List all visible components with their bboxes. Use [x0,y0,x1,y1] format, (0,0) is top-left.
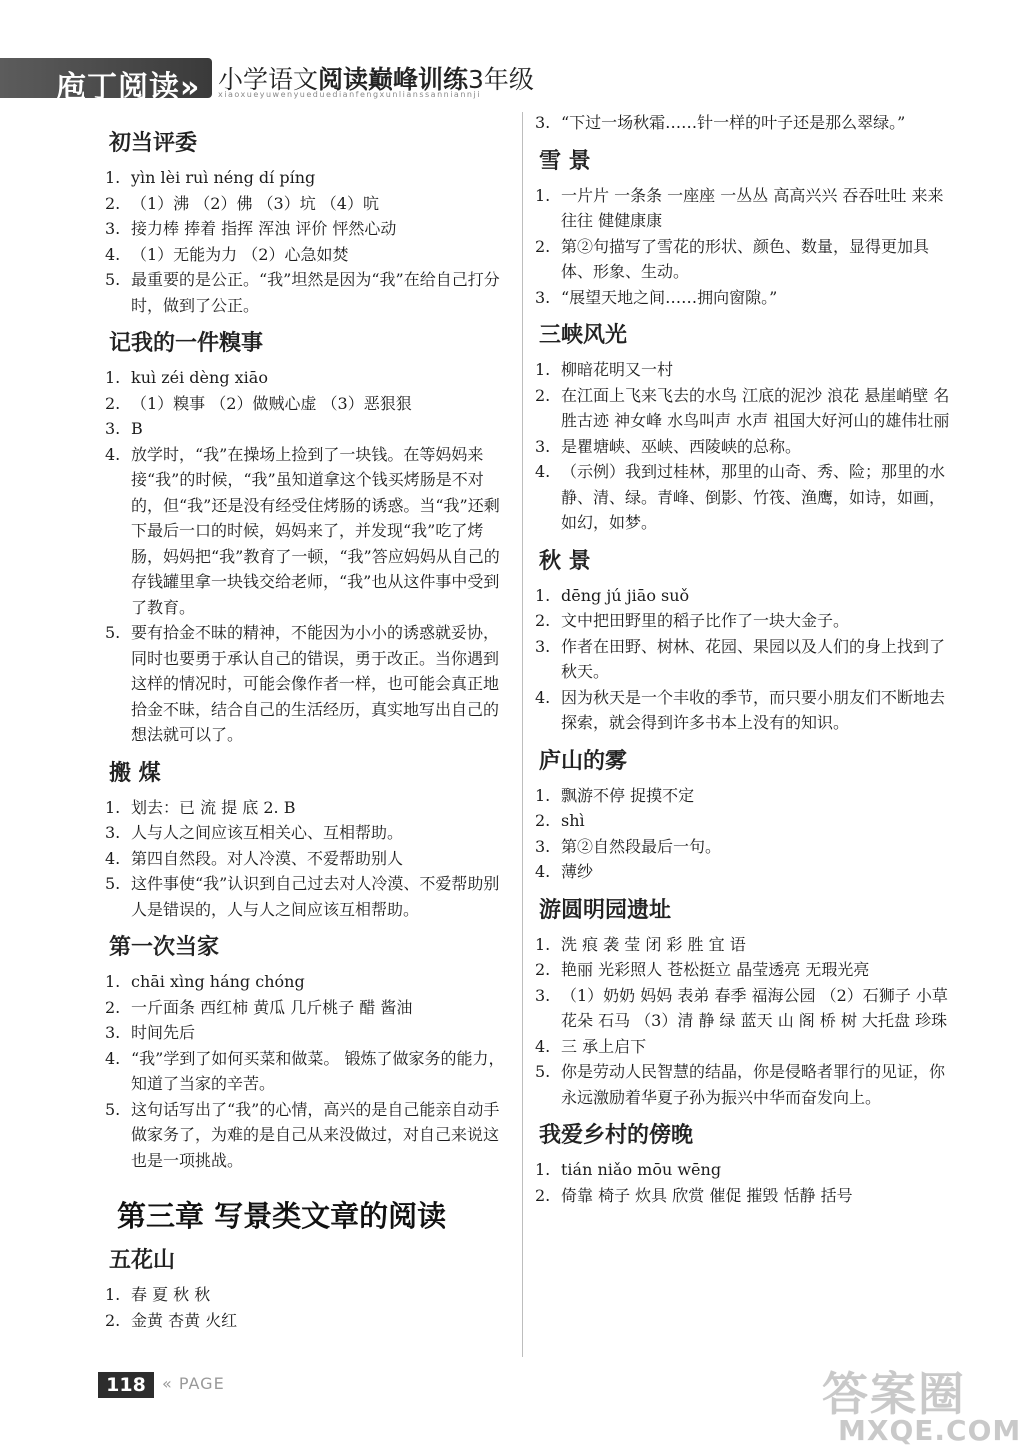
answer-row [535,110,953,136]
answer-number: 4. [535,687,551,707]
answer-text: kuì zéi dèng xiāo [131,368,268,387]
answer-number: 4. [105,1048,121,1068]
answer-number: 3. [535,436,551,456]
answer-text: chāi xìng háng chóng [131,972,305,991]
answer-number: 5. [535,1062,551,1081]
answer-number: 2. [105,393,121,413]
answer-row [535,808,953,834]
answer-row [105,365,510,391]
right-column [535,113,953,1208]
section-title: 三峡风光 [539,323,628,348]
answer-number: 1. [105,972,121,991]
answer-text: 人与人之间应该互相关心、互相帮助。 [131,823,404,842]
answer-number: 1. [105,797,121,817]
answer-row [535,685,953,736]
answer-number: 3. [535,836,551,856]
answer-row [535,932,953,958]
answer-number: 1. [535,785,551,805]
answer-number: 2. [535,811,551,830]
answer-number: 4. [105,244,121,264]
answer-number: 1. [535,1160,551,1179]
pinyin-subtitle: xiaoxueyuwenyueduedianfengxunlianssanniannji [218,90,481,99]
answer-text: 一斤面条 西红柿 黄瓜 几斤桃子 醋 酱油 [131,997,413,1017]
answer-text: 一片片 一条条 一座座 一丛丛 高高兴兴 吞吞吐吐 来来往往 健健康康 [561,185,944,230]
answer-text: yìn lèi ruì néng dí píng [131,168,316,187]
answer-text: （1）糗事 （2）做贼心虚 （3）恶狠狠 [131,393,412,413]
answer-text: 柳暗花明又一村 [561,360,674,379]
answer-number: 4. [105,444,121,464]
answer-row [105,391,510,417]
answer-row [105,620,510,748]
brand-text: 庖丁阅读» [56,70,201,105]
answer-text: 接力棒 捧着 指挥 浑浊 评价 怦然心动 [131,219,397,238]
answer-text: shì [561,811,585,830]
answer-text: 艳丽 光彩照人 苍松挺立 晶莹透亮 无瑕光亮 [561,960,870,979]
answer-number: 2. [535,611,551,630]
answer-row [535,957,953,983]
answer-text: 是瞿塘峡、巫峡、西陵峡的总称。 [561,436,802,456]
answer-row [105,1097,510,1174]
answer-row [535,634,953,685]
answer-row [535,608,953,634]
watermark-logo: 答案圈 [822,1367,966,1421]
answer-number: 1. [105,1285,121,1304]
answer-text: 第②句描写了雪花的形状、颜色、数量，显得更加具体、形象、生动。 [561,236,930,281]
section-title: 庐山的雾 [539,748,628,774]
answer-row [105,1046,510,1097]
answer-number: 1. [535,360,551,379]
answer-row [105,1020,510,1046]
answer-number: 1. [535,934,551,954]
section-title: 第一次当家 [109,935,220,960]
answer-number: 5. [105,874,121,893]
answer-number: 5. [105,623,121,642]
answer-text: 第②自然段最后一句。 [561,836,722,856]
answer-text: 倚靠 椅子 炊具 欣赏 催促 摧毁 恬静 括号 [561,1185,853,1205]
answer-text: （1）无能为力 （2）心急如焚 [131,244,349,264]
answer-row [535,183,953,234]
answer-row [535,383,953,434]
answer-number: 4. [535,862,551,881]
answer-text: “我”学到了如何买菜和做菜。 锻炼了做家务的能力，知道了当家的辛苦。 [131,1048,505,1093]
section-title: 秋 景 [539,548,591,574]
answer-text: （示例）我到过桂林，那里的山奇、秀、险；那里的水静、清、绿。青峰、倒影、竹筏、渔鹰，如诗，如画，如幻，如梦。 [561,462,946,532]
answer-number: 3. [105,219,121,238]
answer-text: 飘游不停 捉摸不定 [561,785,695,805]
answer-row [105,416,510,442]
answer-text: 放学时，“我”在操场上捡到了一块钱。在等妈妈来接“我”的时候，“我”虽知道拿这个钱买烤肠是不对的，但“我”还是没有经受住烤肠的诱惑。当“我”还剩下最后一口的时候，妈妈来了，并发现“我”吃了烤肠，妈妈把“我”教育了一顿，“我”答应妈妈从自己的存钱罐里拿一块钱交给老师，“我”也从这件事中受到了教育。 [131,444,500,617]
answer-row [535,583,953,609]
answer-number: 3. [105,419,121,438]
answer-number: 2. [535,1185,551,1205]
answer-row [105,871,510,922]
answer-number: 3. [105,823,121,842]
answer-row [105,969,510,995]
answer-text: dēng jú jiāo suǒ [561,585,690,605]
section-title: 记我的一件糗事 [109,331,264,356]
answer-text: 划去：已 流 提 底 2. B [131,797,296,817]
answer-number: 3. [105,1023,121,1042]
answer-row [535,1183,953,1209]
answer-row [535,983,953,1034]
answer-number: 2. [105,193,121,213]
page-label: « PAGE [162,1374,225,1393]
answer-text: 春 夏 秋 秋 [131,1285,211,1304]
answer-text: 要有拾金不昧的精神，不能因为小小的诱惑就妥协，同时也要勇于承认自己的错误，勇于改正。当你遇到这样的情况时，可能会像作者一样，也可能会真正地拾金不昧，结合自己的生活经历，真实地写出自己的想法就可以了。 [131,623,500,744]
answer-text: 金黄 杏黄 火红 [131,1310,238,1330]
section-title: 游圆明园遗址 [539,897,672,923]
answer-number: 4. [105,848,121,868]
answer-number: 3. [535,113,551,132]
answer-text: 洗 痕 袭 莹 闭 彩 胜 宜 语 [561,934,746,954]
section-title: 初当评委 [109,131,198,156]
answer-row [535,1059,953,1110]
answer-text: 因为秋天是一个丰收的季节，而只要小朋友们不断地去探索，就会得到许多书本上没有的知识。 [561,687,946,732]
section-title: 五花山 [109,1248,176,1273]
answer-row [535,357,953,383]
answer-text: 在江面上飞来飞去的水鸟 江底的泥沙 浪花 悬崖峭壁 名胜古迹 神女峰 水鸟叫声 水声 祖国大好河山的雄伟壮丽 [561,385,950,430]
answer-row [535,859,953,885]
answer-number: 1. [105,168,121,187]
answer-row [535,834,953,860]
answer-text: 这件事使“我”认识到自己过去对人冷漠、不爱帮助别人是错误的，人与人之间应该互相帮助。 [131,874,500,919]
left-column [105,118,510,1333]
answer-row [105,267,510,318]
answer-row [105,442,510,621]
book-title-prefix: 小学语文 [218,65,319,94]
answer-text: “展望天地之间……拥向窗隙。” [561,287,778,307]
answer-row [105,216,510,242]
answer-row [535,285,953,311]
answer-row [105,846,510,872]
answer-number: 1. [535,185,551,205]
answer-number: 3. [535,287,551,307]
answer-text: B [131,419,143,438]
answer-text: 三 承上启下 [561,1036,647,1056]
answer-text: tián niǎo mōu wēng [561,1160,722,1179]
answer-row [105,242,510,268]
answer-text: 第四自然段。对人冷漠、不爱帮助别人 [131,848,404,868]
answer-row [535,434,953,460]
answer-number: 1. [535,585,551,605]
answer-number: 4. [535,1036,551,1056]
answer-text: 你是劳动人民智慧的结晶，你是侵略者罪行的见证，你永远激励着华夏子孙为振兴中华而奋发向上。 [561,1062,946,1107]
answer-text: 时间先后 [131,1023,196,1042]
answer-number: 2. [105,997,121,1017]
brand-logo [0,58,212,105]
answer-number: 5. [105,270,121,289]
chapter-title: 第三章 写景类文章的阅读 [117,1199,447,1233]
answer-number: 2. [105,1310,121,1330]
answer-number: 2. [535,236,551,256]
answer-number: 3. [535,985,551,1005]
answer-text: 作者在田野、树林、花园、果园以及人们的身上找到了秋天。 [561,636,946,681]
book-title-suffix: 3年级 [468,65,534,94]
answer-row [105,820,510,846]
section-title: 雪 景 [539,148,591,174]
answer-number: 2. [535,960,551,979]
section-title: 我爱乡村的傍晚 [539,1123,694,1148]
answer-row [535,234,953,285]
answer-text: （1）奶奶 妈妈 表弟 春季 福海公园 （2）石狮子 小草 花朵 石马 （3）清 静 绿 蓝天 山 阁 桥 树 大托盘 珍珠 [561,985,948,1030]
answer-row [105,995,510,1021]
answer-number: 4. [535,462,551,481]
answer-row [105,165,510,191]
answer-row [535,783,953,809]
answer-row [535,1034,953,1060]
answer-row [105,795,510,821]
answer-text: 薄纱 [561,862,594,881]
answer-text: “下过一场秋霜……针一样的叶子还是那么翠绿。” [561,113,906,132]
answer-text: （1）沸 （2）佛 （3）坑 （4）吭 [131,193,379,213]
answer-row [105,1308,510,1334]
answer-text: 这句话写出了“我”的心情，高兴的是自己能亲自动手做家务了，为难的是自己从来没做过，对自己来说这也是一项挑战。 [131,1099,500,1170]
page-header [0,52,1000,104]
answer-number: 1. [105,368,121,387]
book-title-bold: 阅读巅峰训练 [318,65,469,94]
section-title: 搬 煤 [109,760,161,786]
answer-row [105,191,510,217]
answer-row [105,1282,510,1308]
answer-number: 5. [105,1099,121,1119]
answer-text: 最重要的是公正。“我”坦然是因为“我”在给自己打分时，做到了公正。 [131,270,500,315]
watermark-url: MXQE.COM [838,1414,1021,1447]
answer-number: 3. [535,636,551,656]
answer-row [535,459,953,536]
answer-row [535,1157,953,1183]
answer-text: 文中把田野里的稻子比作了一块大金子。 [561,611,850,630]
answer-number: 2. [535,385,551,405]
page-number: 118 [98,1372,154,1398]
column-divider [522,112,523,1357]
